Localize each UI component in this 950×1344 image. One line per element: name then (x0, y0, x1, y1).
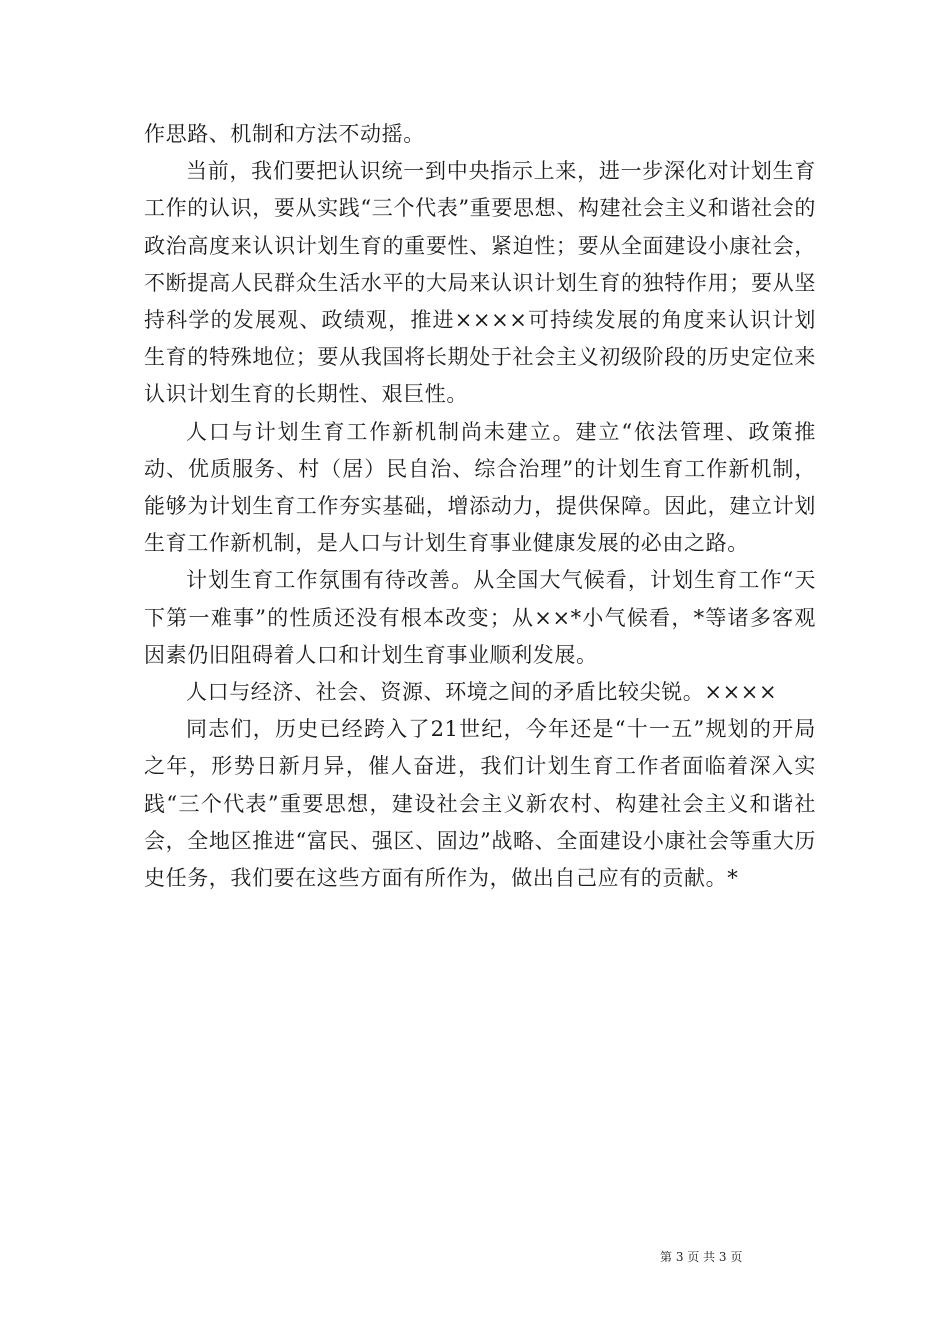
paragraph: 人口与计划生育工作新机制尚未建立。建立“依法管理、政策推动、优质服务、村（居）民自治、综合治理”的计划生育工作新机制，能够为计划生育工作夯实基础，增添动力，提供保障。因此，建立计划生育工作新机制，是人口与计划生育事业健康发展的必由之路。 (144, 419, 816, 556)
paragraph: 同志们，历史已经跨入了21世纪，今年还是“十一五”规划的开局之年，形势日新月异，催人奋进，我们计划生育工作者面临着深入实践“三个代表”重要思想，建设社会主义新农村、构建社会主义和谐社会，全地区推进“富民、强区、固边”战略、全面建设小康社会等重大历史任务，我们要在这些方面有所作为，做出自己应有的贡献。* (144, 717, 816, 891)
paragraph: 当前，我们要把认识统一到中央指示上来，进一步深化对计划生育工作的认识，要从实践“三个代表”重要思想、构建社会主义和谐社会的政治高度来认识计划生育的重要性、紧迫性；要从全面建设小康社会，不断提高人民群众生活水平的大局来认识计划生育的独特作用；要从坚持科学的发展观、政绩观，推进××××可持续发展的角度来认识计划生育的特殊地位；要从我国将长期处于社会主义初级阶段的历史定位来认识计划生育的长期性、艰巨性。 (144, 159, 816, 407)
document-body (144, 116, 816, 897)
page-number-footer: 第 3 页 共 3 页 (660, 1250, 743, 1264)
paragraph: 作思路、机制和方法不动摇。 (144, 122, 425, 146)
paragraph: 计划生育工作氛围有待改善。从全国大气候看，计划生育工作“天下第一难事”的性质还没有根本改变；从××*小气候看，*等诸多客观因素仍旧阻碍着人口和计划生育事业顺利发展。 (144, 568, 816, 667)
paragraph: 人口与经济、社会、资源、环境之间的矛盾比较尖锐。×××× (186, 680, 778, 705)
